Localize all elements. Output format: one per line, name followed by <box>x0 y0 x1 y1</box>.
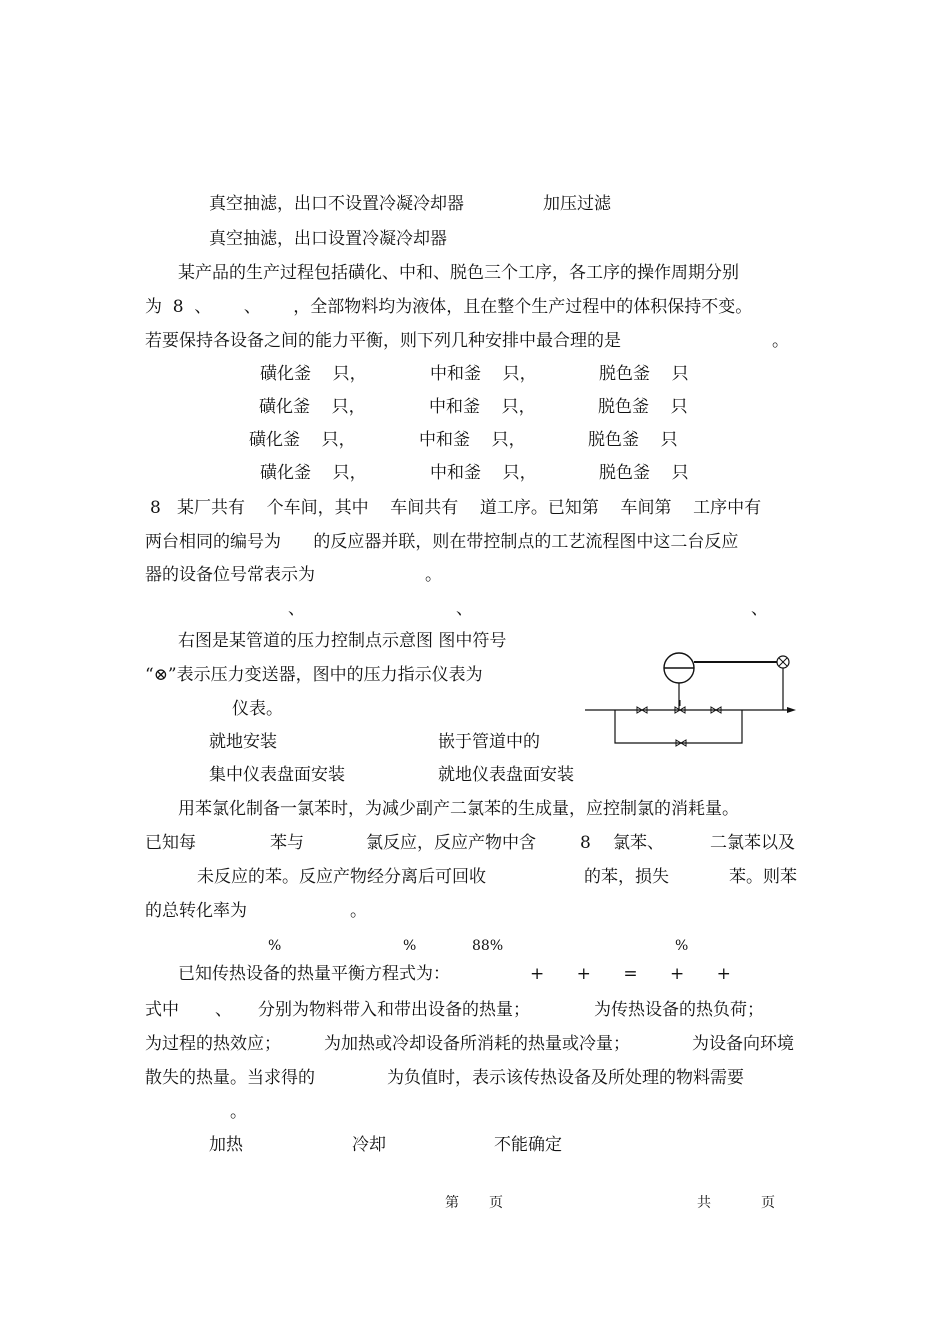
footer-page-label: 第 <box>445 1195 459 1211</box>
flow-arrow-icon <box>787 707 796 713</box>
question-text: 右图是某管道的压力控制点示意图 图中符号 <box>178 631 507 651</box>
question-text: 若要保持各设备之间的能力平衡，则下列几种安排中最合理的是 <box>145 331 621 351</box>
option-text: 加压过滤 <box>543 194 611 214</box>
question-text: 二氯苯以及 <box>710 833 795 853</box>
valve-icon <box>675 700 685 713</box>
option-text: % <box>268 938 282 954</box>
option-text: 就地安装 <box>209 732 277 752</box>
option-text: 脱色釜 只 <box>598 397 688 417</box>
option-text: 脱色釜 只 <box>588 430 678 450</box>
option-text: 磺化釜 只， <box>260 364 367 384</box>
question-text: 。 <box>350 901 367 921</box>
question-text: 的苯，损失 <box>584 867 669 887</box>
option-separator: 、 <box>288 599 305 619</box>
option-text: 88% <box>472 938 504 954</box>
question-text: 氯苯、 <box>613 833 664 853</box>
question-text: 为过程的热效应； <box>145 1034 281 1054</box>
option-text: % <box>403 938 417 954</box>
question-text: 式中 <box>145 1000 179 1020</box>
question-text: 用苯氯化制备一氯苯时，为减少副产二氯苯的生成量，应控制氯的消耗量。 <box>178 799 739 819</box>
footer-total-label: 共 <box>697 1195 711 1211</box>
question-text: 某产品的生产过程包括磺化、中和、脱色三个工序，各工序的操作周期分别 <box>178 263 739 283</box>
question-text: 器的设备位号常表示为 <box>145 565 315 585</box>
question-text: 散失的热量。当求得的 <box>145 1068 315 1088</box>
question-text: 两台相同的编号为 的反应器并联，则在带控制点的工艺流程图中这二台反应 <box>145 532 739 552</box>
question-text: 。 <box>230 1102 247 1122</box>
question-text: 、 <box>215 1000 232 1020</box>
option-text: 集中仪表盘面安装 <box>209 765 345 785</box>
question-text: 为加热或冷却设备所消耗的热量或冷量； <box>324 1034 630 1054</box>
option-text: 加热 <box>209 1135 243 1155</box>
bypass-pipe <box>615 710 742 743</box>
option-text: 真空抽滤，出口不设置冷凝冷却器 <box>209 194 464 214</box>
option-text: 不能确定 <box>494 1135 562 1155</box>
question-text: 已知传热设备的热量平衡方程式为： <box>178 964 450 984</box>
question-text: 。 <box>772 331 789 351</box>
question-text: 为 8 、 、 ，全部物料均为液体，且在整个生产过程中的体积保持不变。 <box>145 297 753 317</box>
footer-total-unit: 页 <box>761 1195 775 1211</box>
option-text: 冷却 <box>352 1135 386 1155</box>
option-text: 磺化釜 只， <box>249 430 356 450</box>
question-text: 为设备向环境 <box>692 1034 794 1054</box>
pressure-control-diagram <box>580 640 805 755</box>
question-text: 8 <box>580 833 591 853</box>
question-text: 氯反应，反应产物中含 <box>366 833 536 853</box>
footer-page-unit: 页 <box>489 1195 503 1211</box>
question-text: 已知每 <box>145 833 196 853</box>
option-text: 脱色釜 只 <box>599 463 689 483</box>
option-text: 中和釜 只， <box>429 397 536 417</box>
option-text: 就地仪表盘面安装 <box>438 765 574 785</box>
question-text: 苯与 <box>270 833 304 853</box>
question-text: 为负值时，表示该传热设备及所处理的物料需要 <box>387 1068 744 1088</box>
option-text: 中和釜 只， <box>430 364 537 384</box>
question-text: 未反应的苯。反应产物经分离后可回收 <box>197 867 486 887</box>
question-text: 仪表。 <box>232 699 283 719</box>
question-text: 苯。则苯 <box>729 867 797 887</box>
option-separator: 、 <box>456 599 473 619</box>
option-text: 中和釜 只， <box>419 430 526 450</box>
option-text: % <box>675 938 689 954</box>
equation-text: + + = + + <box>530 964 731 984</box>
question-text: “⊗”表示压力变送器，图中的压力指示仪表为 <box>145 665 483 685</box>
option-text: 中和釜 只， <box>430 463 537 483</box>
option-text: 嵌于管道中的 <box>438 732 540 752</box>
question-text: 分别为物料带入和带出设备的热量； <box>258 1000 530 1020</box>
question-text: 。 <box>425 565 442 585</box>
option-text: 脱色釜 只 <box>599 364 689 384</box>
question-text: 为传热设备的热负荷； <box>594 1000 764 1020</box>
option-text: 真空抽滤，出口设置冷凝冷却器 <box>209 229 447 249</box>
question-text: 的总转化率为 <box>145 901 247 921</box>
question-text: 8 某厂共有 个车间，其中 车间共有 道工序。已知第 车间第 工序中有 <box>150 498 762 518</box>
option-text: 磺化釜 只， <box>259 397 366 417</box>
option-text: 磺化釜 只， <box>260 463 367 483</box>
option-separator: 、 <box>751 599 768 619</box>
